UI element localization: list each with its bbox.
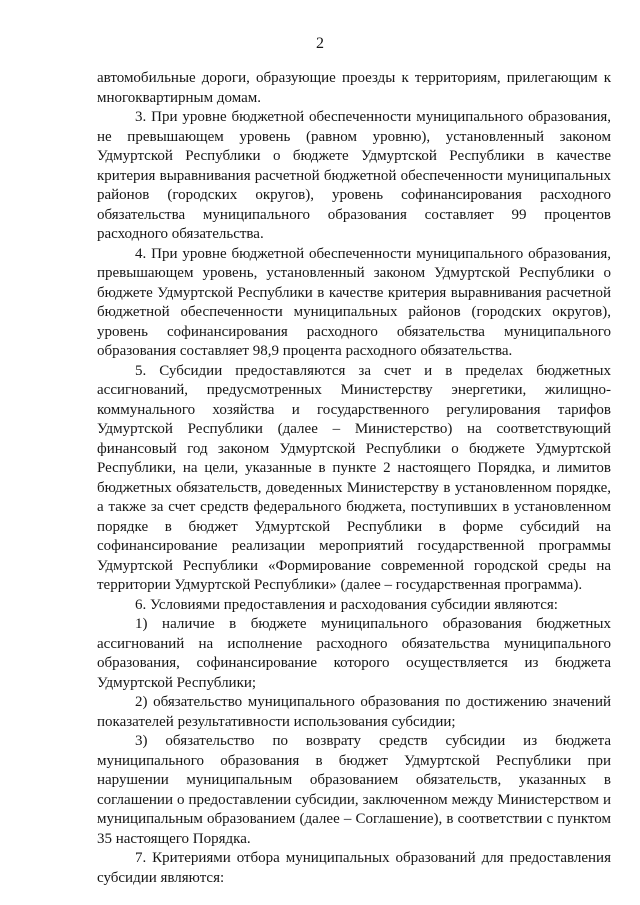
paragraph-item-4: 4. При уровне бюджетной обеспеченности муниципального образования, превышающем уровень, установленный законом Удмуртской Республики о бюджете Удмуртской Республики в качестве критерия выравнивания расчетной бюджетной обеспеченности муниципальных районов (городских округов), уровень софинансирования расходного обязательства муниципального образования составляет 98,9 процента расходного обязательства. <box>97 245 611 359</box>
paragraph-item-7: 7. Критериями отбора муниципальных образований для предоставления субсидии являются: <box>97 850 611 886</box>
page-number: 2 <box>316 35 324 52</box>
paragraph-subitem-3: 3) обязательство по возврату средств субсидии из бюджета муниципального образования в бюджет Удмуртской Республики при нарушении муниципальным образованием обязательств, указанных в соглашении о предоставлении субсидии, заключенном между Министерством и муниципальным образованием (далее – Соглашение), в соответствии с пунктом 35 настоящего Порядка. <box>97 733 611 847</box>
document-body <box>97 69 611 888</box>
paragraph-subitem-1: 1) наличие в бюджете муниципального образования бюджетных ассигнований на исполнение расходного обязательства муниципального образования, софинансирование которого осуществляется из бюджета Удмуртской Республики; <box>97 616 611 691</box>
paragraph-continuation: автомобильные дороги, образующие проезды к территориям, прилегающим к многоквартирным домам. <box>97 70 611 106</box>
paragraph-subitem-2: 2) обязательство муниципального образования по достижению значений показателей результативности использования субсидии; <box>97 694 611 730</box>
paragraph-item-5: 5. Субсидии предоставляются за счет и в пределах бюджетных ассигнований, предусмотренных Министерству энергетики, жилищно-коммунального хозяйства и государственного регулирования тарифов Удмуртской Республики (далее – Министерство) на соответствующий финансовый год законом Удмуртской Республики о бюджете Удмуртской Республики, на цели, указанные в пункте 2 настоящего Порядка, и лимитов бюджетных обязательств, доведенных Министерству в установленном порядке, а также за счет средств федерального бюджета, поступивших в установленном порядке в бюджет Удмуртской Республики в форме субсидий на софинансирование реализации мероприятий государственной программы Удмуртской Республики «Формирование современной городской среды на территории Удмуртской Республики» (далее – государственная программа). <box>97 362 611 593</box>
paragraph-item-3: 3. При уровне бюджетной обеспеченности муниципального образования, не превышающем уровень (равном уровню), установленный законом Удмуртской Республики о бюджете Удмуртской Республики в качестве критерия выравнивания расчетной бюджетной обеспеченности муниципальных районов (городских округов), уровень софинансирования расходного обязательства муниципального образования составляет 99 процентов расходного обязательства. <box>97 109 611 242</box>
paragraph-item-6: 6. Условиями предоставления и расходования субсидии являются: <box>135 596 558 613</box>
